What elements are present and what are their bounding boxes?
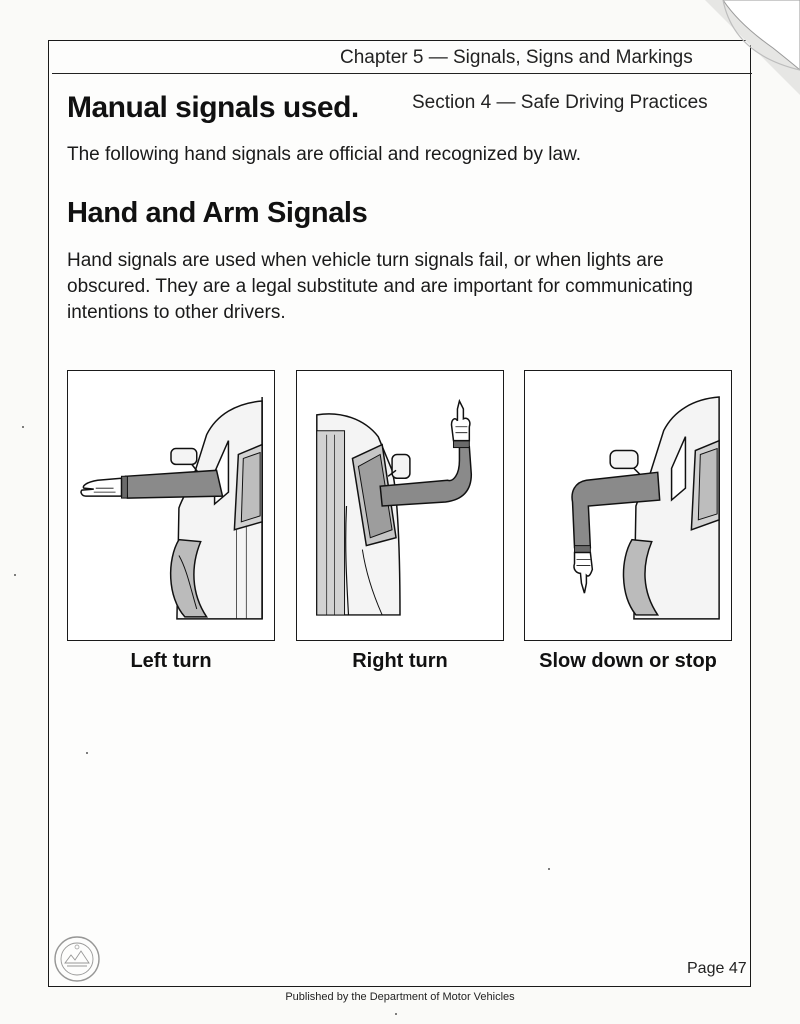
caption-left-turn: Left turn (130, 650, 212, 672)
page-number: Page 47 (687, 960, 747, 977)
section-heading: Hand and Arm Signals (67, 197, 368, 229)
intro-text: The following hand signals are official and recognized by law. (67, 144, 582, 165)
slow-stop-illustration-panel (524, 370, 732, 641)
body-paragraph: Hand signals are used when vehicle turn signals fail, or when lights are obscured. They are a legal substitute and are important for communicating intentions to other drivers. (67, 250, 693, 323)
publisher-footer: Published by the Department of Motor Vehicles (285, 991, 515, 1003)
scan-speck (548, 868, 550, 870)
page-curl-icon (705, 0, 800, 95)
right-turn-arm-illustration (297, 371, 503, 640)
section-label: Section 4 — Safe Driving Practices (412, 92, 708, 113)
left-turn-arm-illustration (68, 371, 274, 640)
caption-right-turn: Right turn (352, 650, 448, 672)
header-rule (52, 73, 752, 74)
caption-slow-down-or-stop: Slow down or stop (539, 650, 717, 672)
scan-speck (14, 574, 16, 576)
slow-stop-arm-illustration (525, 371, 731, 640)
right-turn-illustration-panel (296, 370, 504, 641)
page-title: Manual signals used. (67, 91, 359, 124)
scan-speck (86, 752, 88, 754)
chapter-running-head: Chapter 5 — Signals, Signs and Markings (340, 47, 693, 68)
scan-speck (395, 1013, 397, 1015)
state-seal-icon (53, 935, 101, 983)
scan-speck (22, 426, 24, 428)
left-turn-illustration-panel (67, 370, 275, 641)
